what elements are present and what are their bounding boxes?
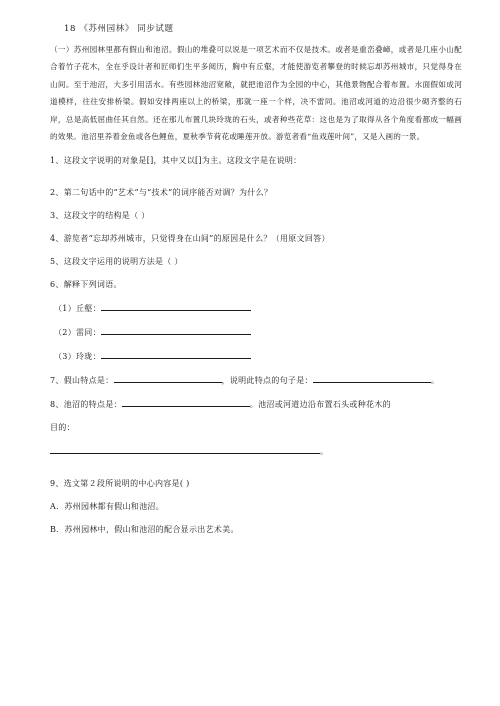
- answer-blank[interactable]: [101, 349, 251, 359]
- option-a: A．苏州园林都有假山和池沼。: [50, 502, 164, 512]
- question-5: 5、这段文字运用的说明方法是（ ）: [50, 257, 183, 267]
- answer-blank[interactable]: [50, 444, 320, 454]
- vocab-label: （3）玲珑：: [54, 352, 101, 362]
- answer-blank[interactable]: [313, 373, 431, 383]
- passage-heading: （一）苏州园林里都有假山和池沼。: [50, 45, 177, 54]
- vocab-item: [50, 301, 462, 316]
- question-9: 9、选文第２段所说明的中心内容是( ): [50, 479, 190, 489]
- passage: [50, 41, 462, 145]
- vocab-item: [50, 325, 462, 340]
- answer-blank[interactable]: [114, 373, 222, 383]
- question-7: 7、假山特点是： ，说明此特点的句子是： 。: [50, 373, 462, 388]
- passage-body: 假山的堆叠可以说是一项艺术而不仅是技术。或者是重峦叠嶂，或者是几座小山配合着竹子花木，全在乎设计者和匠师们生平多阅历，胸中有丘壑，才能使游览者攀登的时候忘却苏州城市，只觉得身在山间。至于池沼，大多引用活水。有些园林池沼宽敞，就把池沼作为全园的中心，其他景物配合着布置。水面假如成河道模样，往往安排桥梁。假如安排两座以上的桥梁，那就一座一个样，决不雷同。池沼或河道的边沿很少砌齐整的石岸，总是高低屈曲任其自然。还在那儿布置几块玲珑的石头，或者种些花草：这也是为了取得从各个角度看都成一幅画的效果。池沼里养着金鱼或各色鲤鱼，夏秋季节荷花或睡莲开放。游览者看“鱼戏莲叶间”，又是入画的一景。: [50, 45, 462, 142]
- vocab-item: [50, 349, 462, 364]
- vocab-label: （2）雷同：: [54, 328, 101, 338]
- question-8-answer-line: 。: [50, 444, 462, 459]
- worksheet-page: [50, 22, 462, 537]
- question-1: 1、这段文字说明的对象是[]，其中又以[]为主。这段文字是在说明：: [50, 156, 302, 166]
- question-8: 8、池沼的特点是： 。池沼或河道边沿布置石头或种花木的: [50, 397, 462, 412]
- vocab-label: （1）丘壑：: [54, 304, 101, 314]
- question-4: 4、游览者“忘却苏州城市，只觉得身在山间”的原因是什么？（用原文回答）: [50, 234, 330, 244]
- answer-blank[interactable]: [122, 397, 250, 407]
- question-2: 2、第二句话中的“艺术”与“技术”的词序能否对调？为什么？: [50, 188, 273, 198]
- worksheet-title: 18 《苏州园林》 同步试题: [64, 24, 174, 34]
- question-3: 3、这段文字的结构是（ ）: [50, 211, 150, 221]
- question-8-line2: 目的：: [50, 423, 75, 433]
- question-6: 6、解释下列词语。: [50, 280, 122, 290]
- answer-blank[interactable]: [101, 301, 251, 311]
- option-b: B．苏州园林中，假山和池沼的配合显示出艺术美。: [50, 525, 239, 535]
- answer-blank[interactable]: [101, 325, 251, 335]
